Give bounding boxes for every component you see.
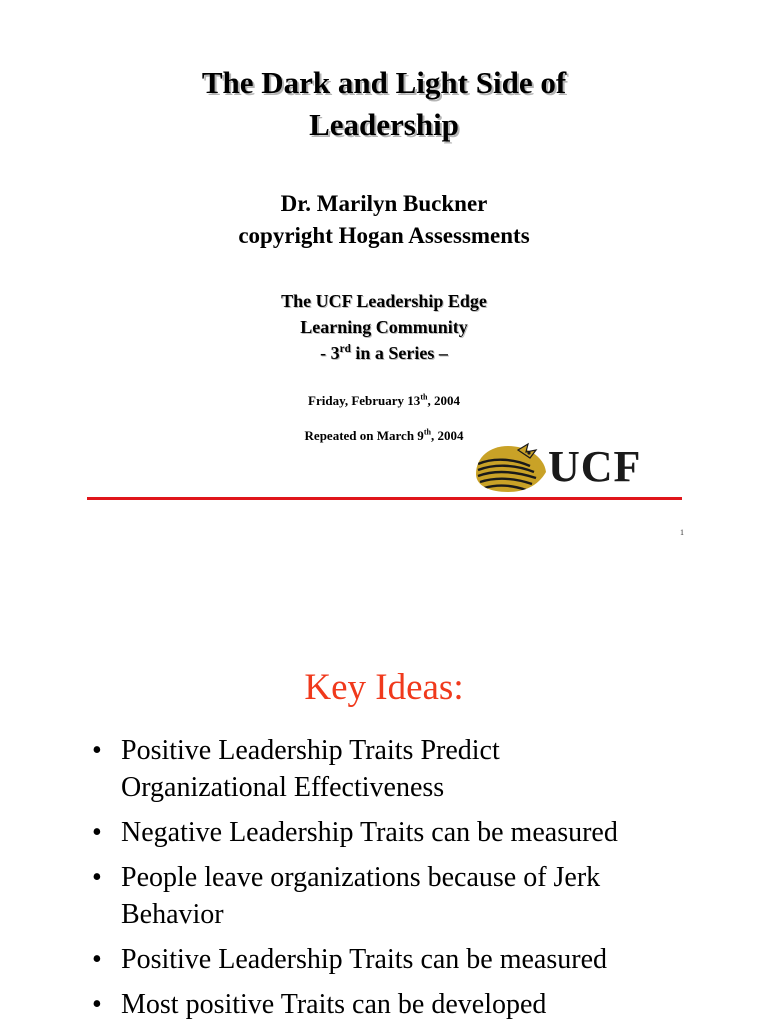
series-ordinal-rest: in a Series –	[350, 343, 448, 363]
presentation-date	[0, 393, 768, 409]
repeat-date-ordinal: th	[423, 427, 431, 437]
list-item-line-1: Positive Leadership Traits Predict	[121, 735, 500, 766]
key-ideas-slide	[0, 560, 768, 1024]
red-divider-rule	[87, 497, 682, 500]
list-item-line-1: Negative Leadership Traits can be measured	[121, 817, 618, 848]
repeat-date-prefix: Repeated on March 9	[304, 428, 424, 443]
slide-title-line-1: The Dark and Light Side of	[201, 65, 567, 100]
copyright-notice: copyright Hogan Assessments	[238, 223, 530, 248]
list-item-line-1: Most positive Traits can be developed	[121, 989, 547, 1020]
key-ideas-heading: Key Ideas:	[304, 667, 464, 708]
series-line-1: The UCF Leadership Edge	[281, 291, 487, 311]
ucf-logo	[472, 440, 678, 496]
presentation-date-year: , 2004	[427, 393, 460, 408]
key-ideas-list	[92, 732, 752, 1031]
slide-title-line-2: Leadership	[309, 107, 459, 142]
repeat-date-year: , 2004	[430, 428, 464, 443]
pegasus-emblem-icon	[472, 440, 550, 496]
bullet-icon: •	[92, 862, 102, 893]
bullet-icon: •	[92, 989, 102, 1020]
list-item	[92, 732, 752, 806]
page-number: 1	[680, 528, 684, 537]
list-item	[92, 814, 752, 851]
series-ordinal-prefix: - 3	[320, 343, 340, 363]
list-item	[92, 986, 752, 1023]
series-line-2: Learning Community	[300, 317, 468, 337]
presentation-date-ordinal: th	[420, 392, 428, 402]
author-name: Dr. Marilyn Buckner	[280, 191, 488, 216]
presentation-date-prefix: Friday, February 13	[308, 393, 421, 408]
bullet-icon: •	[92, 944, 102, 975]
series-ordinal-suffix: rd	[339, 343, 351, 355]
list-item	[92, 859, 752, 933]
list-item-line-2: Organizational Effectiveness	[121, 772, 445, 803]
list-item-line-1: People leave organizations because of Jerk	[121, 862, 601, 893]
series-line-3	[0, 340, 768, 366]
author-block	[0, 188, 768, 252]
bullet-icon: •	[92, 817, 102, 848]
list-item	[92, 941, 752, 978]
slide-title	[0, 62, 768, 146]
ucf-wordmark: UCF	[548, 442, 642, 491]
list-item-line-1: Positive Leadership Traits can be measured	[121, 944, 608, 975]
list-item-line-2: Behavior	[121, 899, 224, 930]
series-block	[0, 288, 768, 366]
bullet-icon: •	[92, 735, 102, 766]
